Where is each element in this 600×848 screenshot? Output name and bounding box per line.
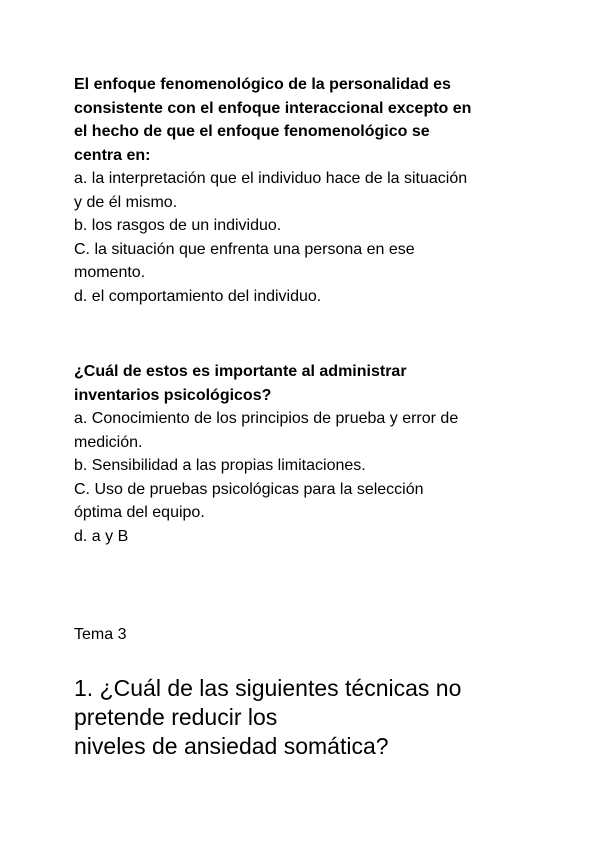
question-3-line: niveles de ansiedad somática? bbox=[74, 733, 389, 759]
question-1-option-d: d. el comportamiento del individuo. bbox=[74, 287, 322, 305]
question-3-line: pretende reducir los bbox=[74, 704, 278, 730]
question-2-option-a-continued: medición. bbox=[74, 433, 143, 451]
question-2-title-line: ¿Cuál de estos es importante al administrar bbox=[74, 363, 407, 380]
question-2-option-b: b. Sensibilidad a las propias limitaciones. bbox=[74, 457, 366, 474]
question-2-option-c-continued: óptima del equipo. bbox=[74, 504, 205, 521]
question-1-title-line: consistente con el enfoque interaccional excepto en bbox=[74, 99, 472, 117]
question-3 bbox=[74, 674, 544, 761]
question-3-line: 1. ¿Cuál de las siguientes técnicas no bbox=[74, 675, 462, 701]
question-1-title-line: el hecho de que el enfoque fenomenológico se bbox=[74, 123, 430, 140]
question-2-option-d: d. a y B bbox=[74, 527, 129, 545]
question-1-option-c: C. la situación que enfrenta una persona en ese bbox=[74, 240, 415, 258]
section-label: Tema 3 bbox=[74, 626, 127, 643]
question-2-title-line: inventarios psicológicos? bbox=[74, 386, 272, 404]
question-1-option-a-continued: y de él mismo. bbox=[74, 193, 178, 211]
section-heading bbox=[74, 625, 544, 645]
question-1-option-b: b. los rasgos de un individuo. bbox=[74, 217, 282, 234]
question-1 bbox=[74, 73, 544, 308]
question-1-title-line: El enfoque fenomenológico de la personalidad es bbox=[74, 76, 451, 93]
question-2-option-c: C. Uso de pruebas psicológicas para la selección bbox=[74, 480, 424, 498]
question-1-option-a: a. la interpretación que el individuo hace de la situación bbox=[74, 170, 468, 187]
question-2 bbox=[74, 360, 544, 548]
question-2-option-a: a. Conocimiento de los principios de prueba y error de bbox=[74, 410, 459, 427]
question-1-title-line: centra en: bbox=[74, 146, 151, 164]
question-1-option-c-continued: momento. bbox=[74, 264, 146, 281]
